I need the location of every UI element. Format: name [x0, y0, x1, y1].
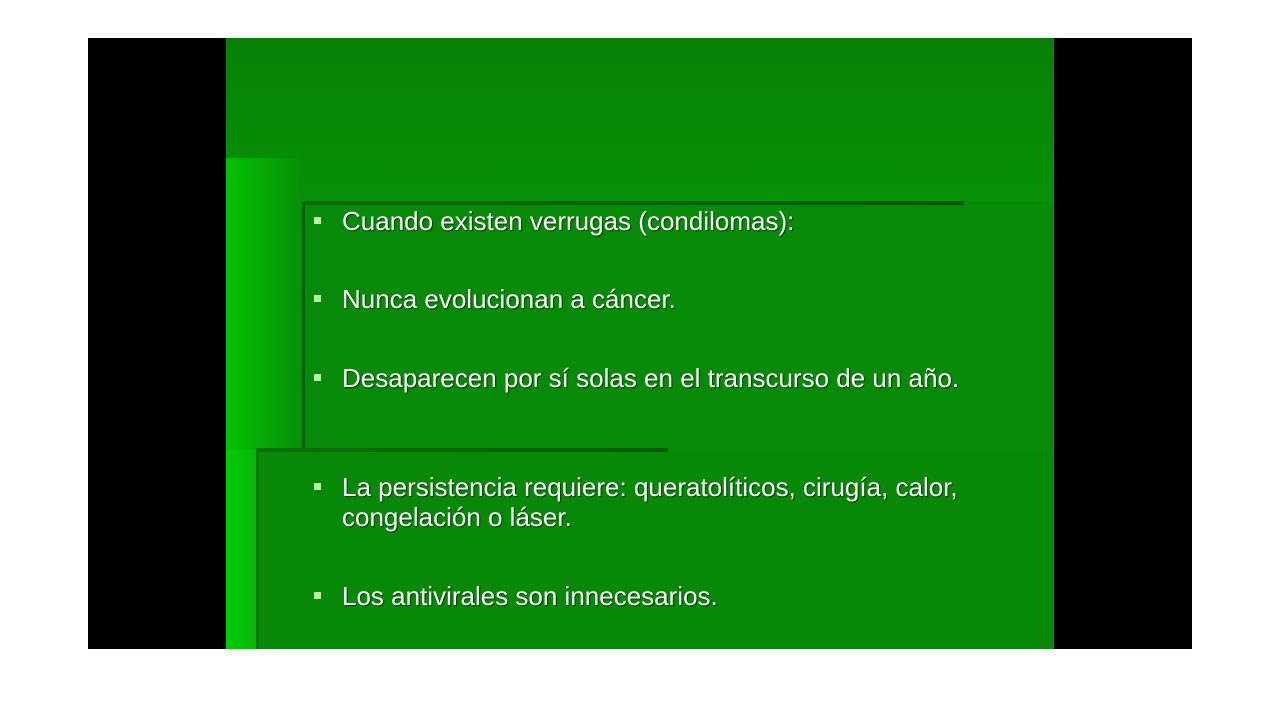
bullet-square-icon [314, 217, 321, 224]
bullet-square-icon [314, 592, 321, 599]
bullet-text: Cuando existen verrugas (condilomas): [342, 206, 795, 236]
slide-viewer [88, 38, 1192, 649]
bullet-text: Nunca evolucionan a cáncer. [342, 284, 676, 314]
bullet-text: La persistencia requiere: queratolíticos, cirugía, calor, congelación o láser. [342, 472, 958, 532]
bullet-item [314, 363, 1004, 393]
bullet-square-icon [314, 483, 321, 490]
bullet-item [314, 472, 1004, 532]
slide [226, 38, 1054, 649]
bullet-item [314, 581, 1004, 611]
bullet-square-icon [314, 374, 321, 381]
bullet-item [314, 284, 1004, 314]
bullet-square-icon [314, 295, 321, 302]
bullet-text: Desaparecen por sí solas en el transcurso de un año. [342, 363, 960, 393]
bullet-item [314, 206, 1004, 236]
bullet-text: Los antivirales son innecesarios. [342, 581, 718, 611]
bullet-list [226, 38, 1054, 649]
